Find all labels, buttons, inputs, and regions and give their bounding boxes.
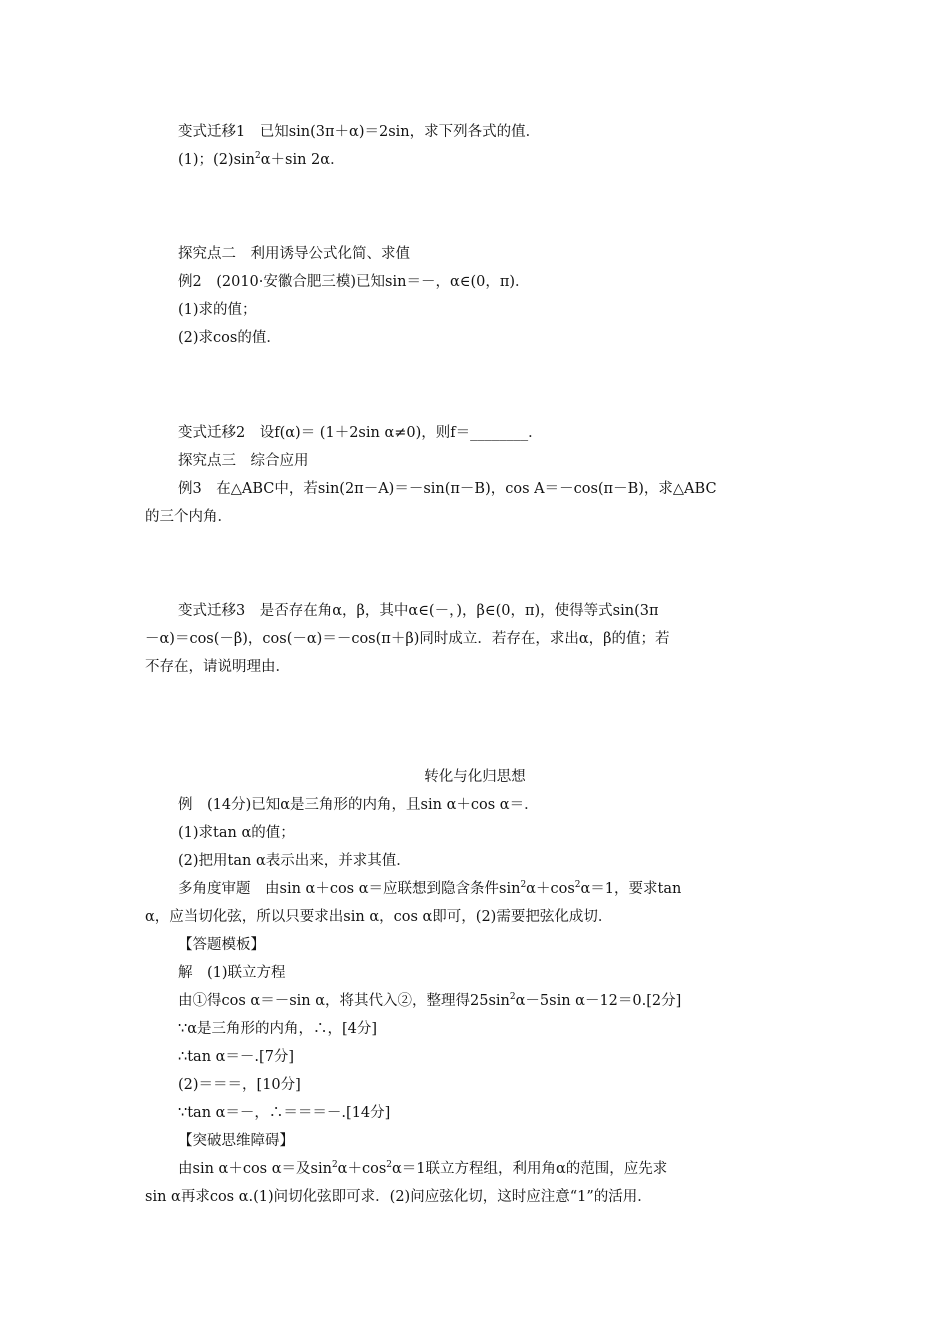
text-line bbox=[178, 1159, 667, 1179]
text-segment: α＋cos bbox=[526, 881, 575, 897]
text-line bbox=[178, 879, 681, 899]
text-segment: 由①得cos α＝－sin α，将其代入②，整理得25sin bbox=[178, 993, 510, 1009]
section-title: 转化与化归思想 bbox=[424, 769, 526, 785]
text-line: (1)求的值； bbox=[178, 302, 257, 318]
superscript-2: 2 bbox=[520, 880, 527, 890]
text-line: 变式迁移1 已知sin(3π＋α)＝2sin，求下列各式的值． bbox=[178, 124, 541, 140]
text-segment: α＋cos bbox=[337, 1161, 387, 1177]
section-heading: 【突破思维障碍】 bbox=[178, 1133, 294, 1149]
section-heading: 【答题模板】 bbox=[178, 937, 265, 953]
text-line bbox=[178, 991, 681, 1011]
superscript-2: 2 bbox=[509, 992, 516, 1002]
text-line: 的三个内角． bbox=[145, 509, 232, 525]
text-line bbox=[178, 150, 345, 170]
text-segment: (1)；(2)sin bbox=[178, 152, 255, 168]
text-line: sin α再求cos α.(1)问切化弦即可求．(2)问应弦化切，这时应注意“1”的活用． bbox=[145, 1189, 652, 1205]
section-heading: 探究点二 利用诱导公式化简、求值 bbox=[178, 246, 410, 262]
text-line: (2)把用tan α表示出来，并求其值． bbox=[178, 853, 411, 869]
text-line: 例3 在△ABC中，若sin(2π－A)＝－sin(π－B)，cos A＝－cos(π－B)，求△ABC bbox=[178, 481, 717, 497]
text-line: 解 (1)联立方程 bbox=[178, 965, 286, 981]
text-line: (2)＝＝＝，[10分] bbox=[178, 1077, 301, 1093]
superscript-2: 2 bbox=[386, 1160, 392, 1170]
text-line: 例2 (2010·安徽合肥三模)已知sin＝－，α∈(0，π)． bbox=[178, 274, 530, 290]
text-line: ∵α是三角形的内角，∴，[4分] bbox=[178, 1021, 378, 1037]
text-segment: 由sin α＋cos α＝及sin bbox=[178, 1161, 332, 1177]
text-segment: α－5sin α－12＝0.[2分] bbox=[515, 993, 682, 1009]
text-segment: α＋sin 2α． bbox=[260, 152, 345, 168]
text-line: ∵tan α＝－，∴＝＝＝－.[14分] bbox=[178, 1105, 391, 1121]
superscript-2: 2 bbox=[574, 880, 581, 890]
text-segment: 多角度审题 由sin α＋cos α＝应联想到隐含条件sin bbox=[178, 881, 521, 897]
section-heading: 探究点三 综合应用 bbox=[178, 453, 309, 469]
text-line: 变式迁移3 是否存在角α，β，其中α∈(－，)，β∈(0，π)，使得等式sin(3π bbox=[178, 603, 659, 619]
text-line: 变式迁移2 设f(α)＝ (1＋2sin α≠0)，则f＝________． bbox=[178, 425, 543, 441]
text-segment: α＝1联立方程组，利用角α的范围，应先求 bbox=[392, 1161, 668, 1177]
text-line: ∴tan α＝－.[7分] bbox=[178, 1049, 295, 1065]
text-line: 例 (14分)已知α是三角形的内角，且sin α＋cos α＝． bbox=[178, 797, 539, 813]
superscript-2: 2 bbox=[331, 1160, 338, 1170]
text-line: (1)求tan α的值； bbox=[178, 825, 295, 841]
text-line: α，应当切化弦，所以只要求出sin α，cos α即可，(2)需要把弦化成切． bbox=[145, 909, 613, 925]
text-line: －α)＝cos(－β)，cos(－α)＝－cos(π＋β)同时成立．若存在，求出α，β的值；若 bbox=[145, 631, 670, 647]
text-segment: α＝1，要求tan bbox=[580, 881, 682, 897]
text-line: (2)求cos的值． bbox=[178, 330, 281, 346]
text-line: 不存在，请说明理由． bbox=[145, 659, 290, 675]
superscript-2: 2 bbox=[255, 151, 261, 161]
